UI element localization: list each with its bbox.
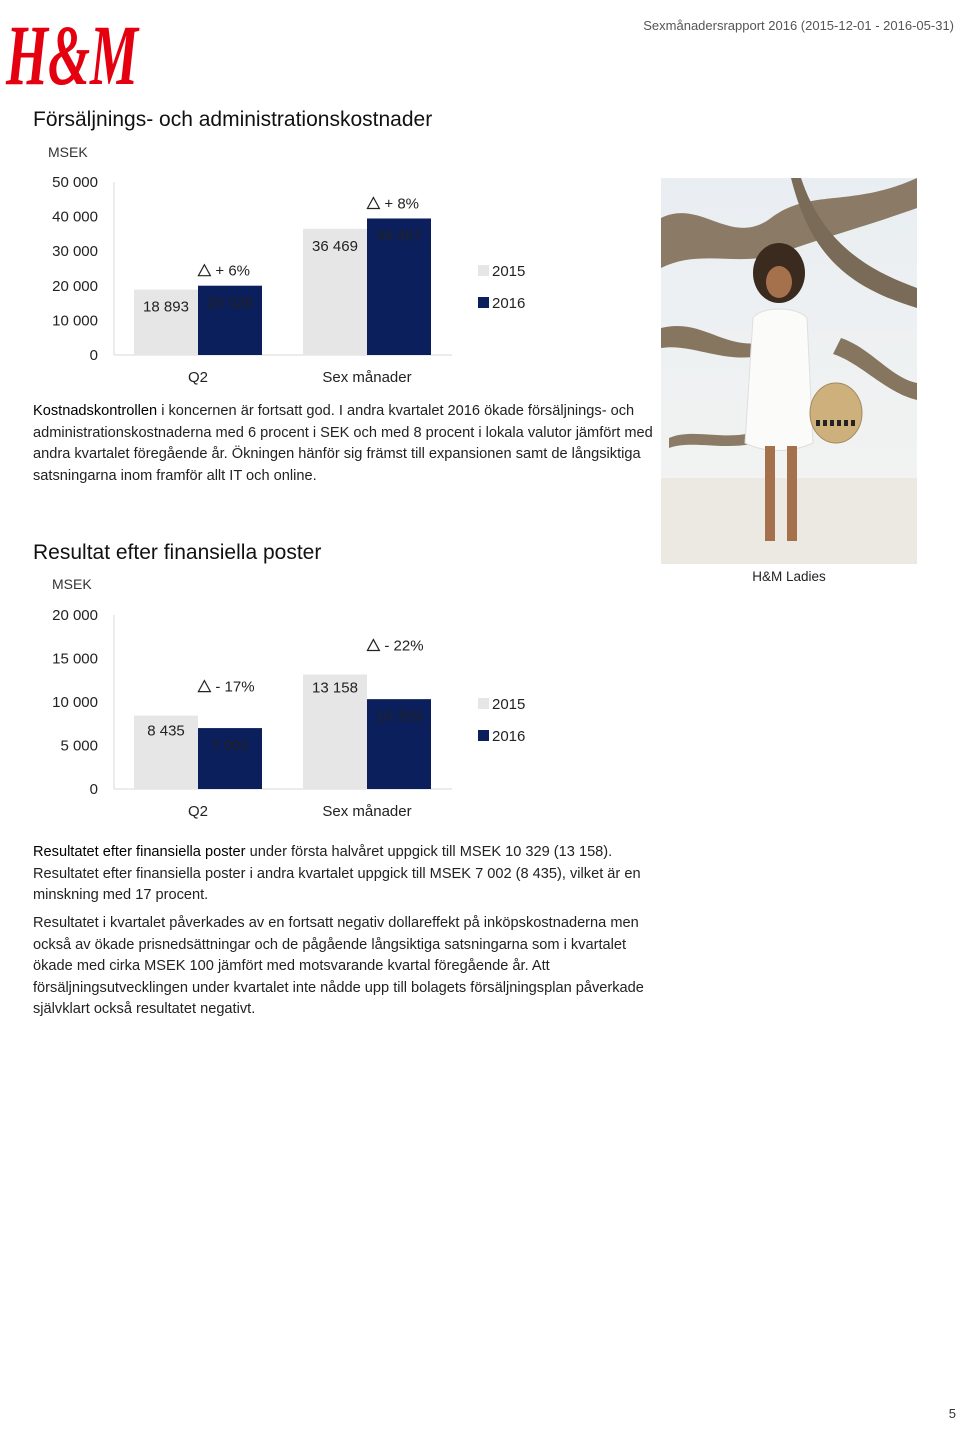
y-tick-label: 30 000	[52, 243, 98, 261]
data-label-2015: 36 469	[312, 237, 358, 255]
data-label-2016: 20 028	[207, 294, 253, 312]
data-label-2016: 10 329	[376, 708, 422, 726]
result-paragraph-2: Resultatet i kvartalet påverkades av en fortsatt negativ dollareffekt på inköpskostnaderna men också av ökade prisnedsättningar och de pågående långsiktiga satsningarna som i kvartalet ökade med cirka MSEK 100 jämfört med motsvarande kvartal föregående år. Att försäljningsutvecklingen under kvartalet inte nådde upp till bolagets försäljningsplan påverkade självklart också resultatet negativt.	[33, 915, 644, 1017]
y-tick-label: 50 000	[52, 174, 98, 191]
sga-paragraph	[33, 401, 653, 487]
change-label: + 6%	[215, 262, 251, 280]
legend-swatch-2016	[478, 297, 489, 308]
delta-icon	[367, 197, 379, 208]
report-period-header: Sexmånadersrapport 2016 (2015-12-01 - 2016-05-31)	[643, 18, 954, 33]
y-tick-label: 0	[89, 347, 98, 364]
result-paragraph-body: under första halvåret uppgick till MSEK 10 329 (13 158). Resultatet efter finansiella poster i andra kvartalet uppgick till MSEK 7 002 (8 435), vilket är en minskning med 17 procent.	[33, 844, 641, 903]
data-label-2015: 8 435	[147, 722, 185, 740]
legend-swatch-2016	[478, 730, 489, 741]
legend-label-2015: 2015	[492, 263, 526, 280]
y-tick-label: 0	[89, 781, 98, 798]
x-category-label: Sex månader	[322, 369, 412, 386]
delta-icon	[198, 265, 210, 276]
change-label: + 8%	[384, 195, 420, 213]
data-label-2016: 7 002	[211, 737, 249, 755]
y-tick-label: 20 000	[52, 607, 98, 624]
chart1-unit: MSEK	[48, 144, 88, 160]
fashion-photo	[661, 178, 917, 564]
hm-logo	[4, 6, 142, 103]
legend-label-2016: 2016	[492, 295, 526, 312]
y-tick-label: 10 000	[52, 694, 98, 711]
sga-paragraph-body: i koncernen är fortsatt god. I andra kvartalet 2016 ökade försäljnings- och administrationskostnaderna med 6 procent i SEK och med 8 procent i lokala valutor jämfört med andra kvartalet föregående år. Ökningen hänför sig främst till expansionen samt de långsiktiga satsningarna inom framför allt IT och online.	[33, 403, 653, 484]
fashion-photo-illustration	[661, 178, 917, 564]
x-category-label: Sex månader	[322, 803, 412, 820]
y-tick-label: 5 000	[60, 737, 98, 755]
y-tick-label: 15 000	[52, 650, 98, 668]
hm-logo-text: H&M	[5, 7, 140, 103]
legend-label-2015: 2015	[492, 696, 526, 713]
legend-swatch-2015	[478, 698, 489, 709]
result-paragraph-1	[33, 842, 658, 907]
photo-caption: H&M Ladies	[752, 569, 826, 584]
delta-icon	[198, 681, 210, 692]
page-number: 5	[948, 1406, 956, 1421]
data-label-2015: 13 158	[312, 679, 358, 697]
section-title-sga: Försäljnings- och administrationskostnader	[33, 108, 433, 131]
result-paragraph-lead: Resultatet efter finansiella poster	[33, 844, 246, 860]
sga-paragraph-lead: Kostnadskontrollen	[33, 403, 158, 419]
y-tick-label: 10 000	[52, 312, 98, 330]
y-tick-label: 40 000	[52, 208, 98, 226]
x-category-label: Q2	[187, 369, 209, 386]
y-tick-label: 20 000	[52, 277, 98, 295]
legend-swatch-2015	[478, 265, 489, 276]
delta-icon	[367, 640, 379, 651]
chart2-unit: MSEK	[52, 576, 92, 592]
change-label: - 17%	[215, 678, 255, 696]
legend-label-2016: 2016	[492, 728, 526, 745]
chart-sga-costs	[30, 165, 570, 395]
x-category-label: Q2	[187, 803, 209, 820]
section-title-result: Resultat efter finansiella poster	[33, 541, 322, 564]
data-label-2015: 18 893	[143, 298, 189, 316]
change-label: - 22%	[384, 637, 424, 655]
data-label-2016: 39 457	[376, 227, 422, 245]
chart-result-after-financial	[30, 598, 570, 830]
